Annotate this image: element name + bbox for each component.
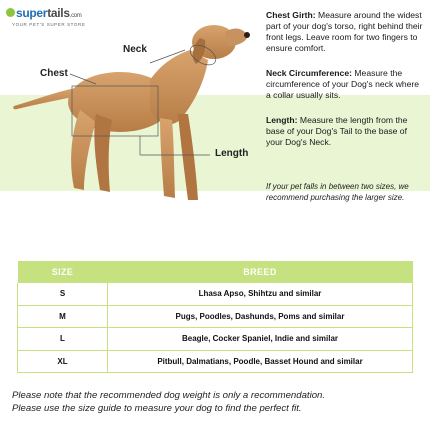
chest-girth-instruction [266,10,424,54]
breed-column-header: BREED [108,261,413,283]
table-row [18,328,413,351]
logo-wordmark-part2: tails [47,6,70,20]
logo-wordmark-suffix: .com [69,13,82,19]
logo-wordmark-part1: super [16,6,48,20]
chest-label: Chest [40,68,68,79]
table-row [18,283,413,305]
length-label: Length [215,148,249,159]
size-advice-note: If your pet falls in between two sizes, we recommend purchasing the larger size. [266,182,409,202]
size-cell: L [18,328,108,351]
disclaimer-line-2: Please use the size guide to measure your dog to find the perfect fit. [12,403,302,414]
dog-illustration [0,10,260,205]
neck-circumference-text: Measure the circumference of your Dog's neck where a collar usually sits. [266,68,420,100]
size-cell: M [18,305,108,328]
breed-cell: Lhasa Apso, Shihtzu and similar [108,283,413,305]
neck-circumference-instruction [266,68,424,101]
breed-cell: Pitbull, Dalmatians, Poodle, Basset Hound and similar [108,350,413,373]
table-row [18,350,413,373]
chest-girth-text: Measure around the widest part of your dog's torso, right behind their front legs. Leave room for two fingers to ensure comfort. [266,10,423,53]
breed-cell: Pugs, Poodles, Dashunds, Poms and similar [108,305,413,328]
neck-circumference-term: Neck Circumference: [266,68,352,78]
size-cell: S [18,283,108,305]
disclaimer-line-1: Please note that the recommended dog weight is only a recommendation. [12,390,326,401]
weight-disclaimer [12,389,422,415]
size-chart-table [17,261,413,373]
neck-label: Neck [123,44,147,55]
size-cell: XL [18,350,108,373]
length-text: Measure the length from the base of your Dog's Tail to the base of your Dog's Neck. [266,115,408,147]
chest-girth-term: Chest Girth: [266,10,316,20]
size-column-header: SIZE [18,261,108,283]
length-term: Length: [266,115,298,125]
breed-cell: Beagle, Cocker Spaniel, Indie and similar [108,328,413,351]
length-instruction [266,115,424,148]
table-row [18,305,413,328]
table-header-row [18,261,413,283]
logo-tagline: YOUR PET'S SUPER STORE [12,22,86,27]
